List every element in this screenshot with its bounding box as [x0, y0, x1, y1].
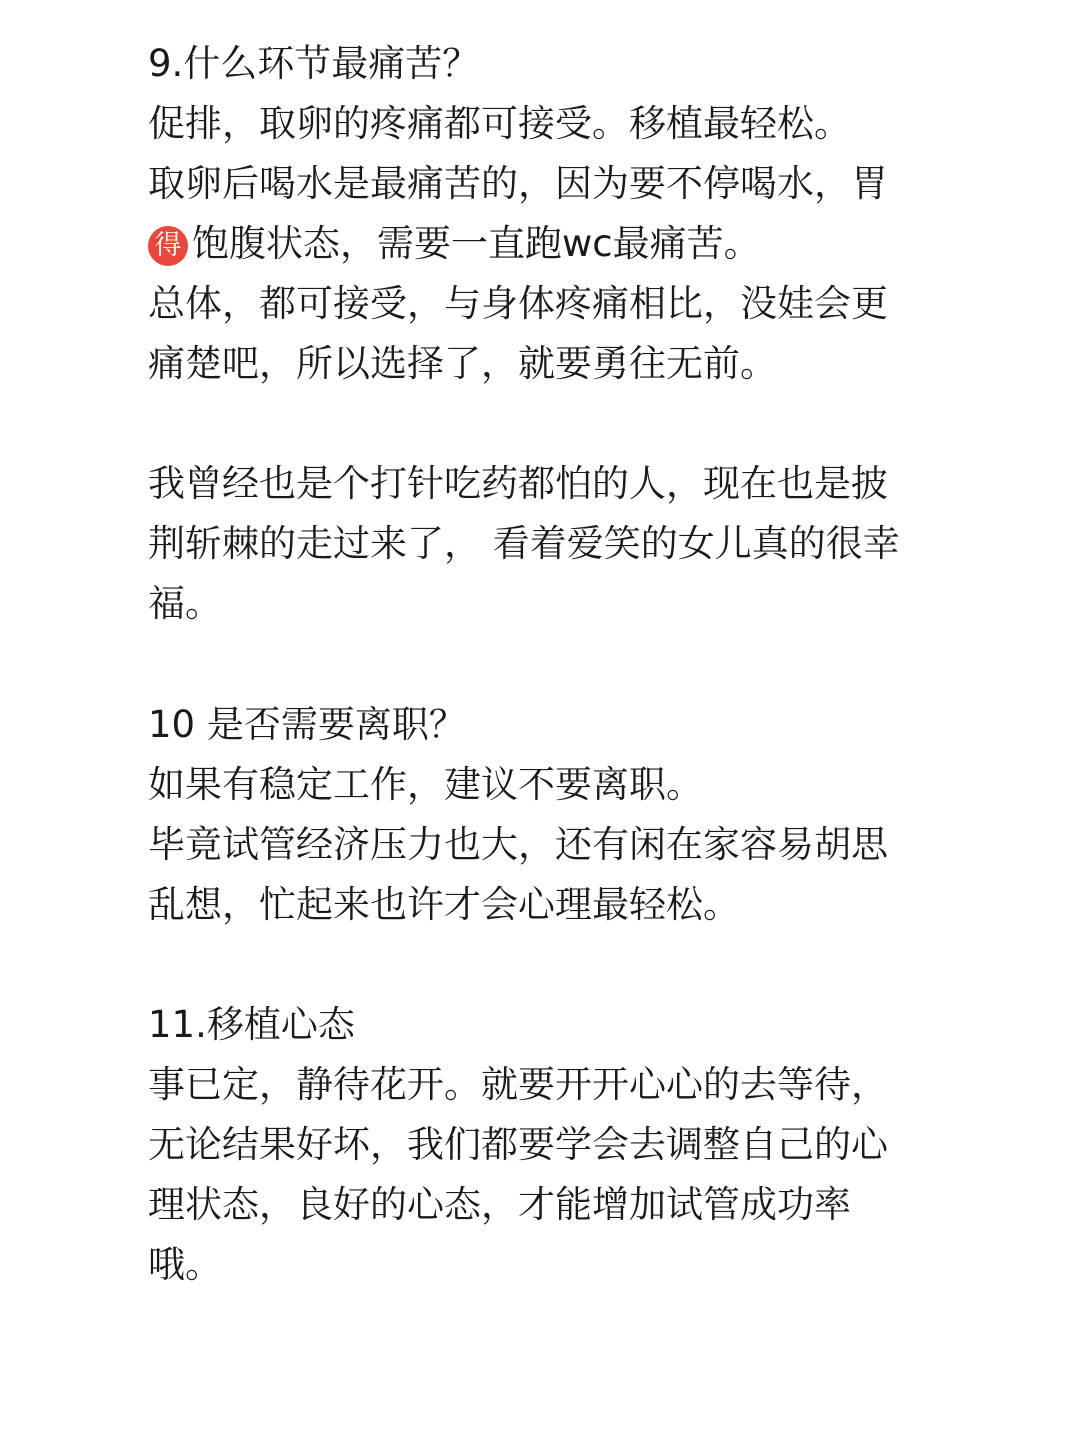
de-badge-icon: 得: [148, 226, 188, 266]
paragraph-line: 如果有稳定工作，建议不要离职。: [148, 763, 703, 806]
paragraph-line: 促排，取卵的疼痛都可接受。移植最轻松。: [148, 102, 851, 145]
paragraph-line: 理状态，良好的心态，才能增加试管成功率: [148, 1183, 851, 1226]
paragraph-line: 哦。: [148, 1243, 222, 1286]
paragraph-line: 取卵后喝水是最痛苦的，因为要不停喝水，胃: [148, 162, 888, 205]
paragraph-line: 毕竟试管经济压力也大，还有闲在家容易胡思: [148, 823, 888, 866]
heading-q11: 11.移植心态: [148, 1003, 355, 1046]
paragraph-line-with-badge: [148, 221, 761, 267]
paragraph-line: 无论结果好坏，我们都要学会去调整自己的心: [148, 1123, 888, 1166]
heading-q10: 10 是否需要离职？: [148, 703, 466, 746]
paragraph-line: 福。: [148, 582, 222, 625]
paragraph-line: 荆斩棘的走过来了， 看着爱笑的女儿真的很幸: [148, 522, 900, 565]
paragraph-line: 事已定，静待花开。就要开开心心的去等待，: [148, 1063, 888, 1106]
paragraph-line: 总体，都可接受，与身体疼痛相比，没娃会更: [148, 282, 888, 325]
paragraph-line-text: 饱腹状态，需要一直跑wc最痛苦。: [192, 222, 761, 265]
paragraph-line: 我曾经也是个打针吃药都怕的人，现在也是披: [148, 462, 888, 505]
paragraph-line: 痛楚吧，所以选择了，就要勇往无前。: [148, 342, 777, 385]
heading-q9: 9.什么环节最痛苦？: [148, 42, 480, 85]
paragraph-line: 乱想，忙起来也许才会心理最轻松。: [148, 883, 740, 926]
